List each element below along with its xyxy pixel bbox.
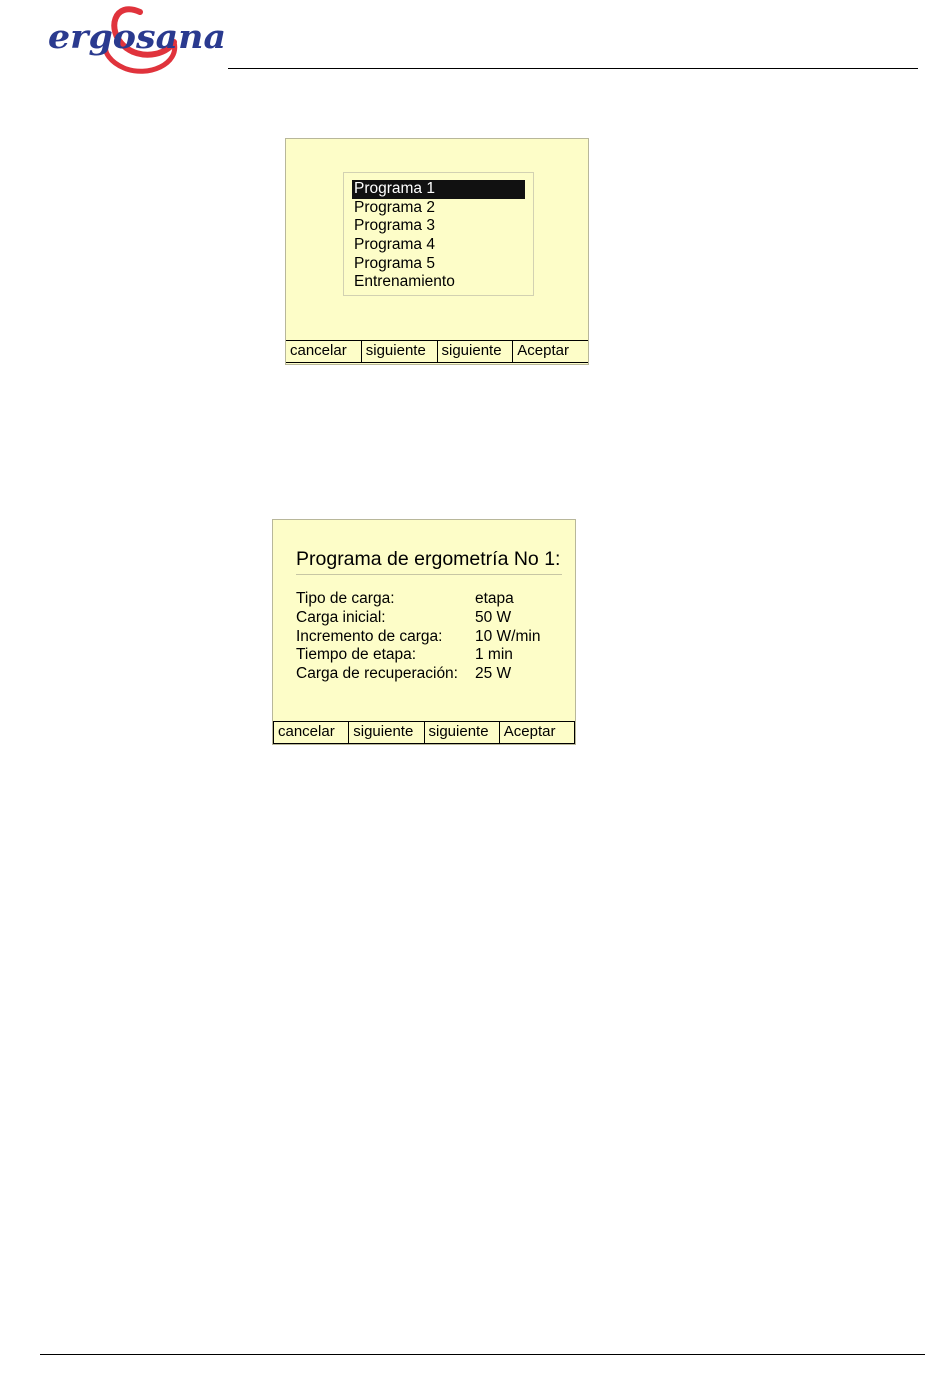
param-row-initial-load [296,609,566,628]
accept-softkey[interactable]: Aceptar [517,342,569,359]
program-title: Programa de ergometría No 1: [296,548,561,570]
cancel-softkey[interactable]: cancelar [286,341,362,362]
next-softkey-1[interactable]: siguiente [349,722,424,743]
param-label: Carga de recuperación: [296,665,458,683]
param-value: etapa [475,590,514,607]
title-underline [296,574,562,575]
program-menu-list [352,180,525,292]
param-row-stage-time [296,646,566,665]
menu-item-programa-2[interactable]: Programa 2 [354,198,435,216]
program-detail-screen [272,519,576,745]
header-divider [228,68,918,69]
param-value: 25 W [475,665,512,683]
menu-item-programa-5[interactable]: Programa 5 [354,254,435,272]
param-value: 1 min [475,646,513,664]
menu-item-programa-3[interactable]: Programa 3 [354,217,435,235]
menu-item-programa-4[interactable]: Programa 4 [354,236,435,254]
param-label: Tipo de carga: [296,590,395,607]
param-row-load-type [296,590,566,609]
next-softkey-1[interactable]: siguiente [362,341,438,362]
logo-text: ergosana [48,17,226,56]
param-label: Incremento de carga: [296,627,443,645]
param-value: 50 W [475,608,512,626]
param-value: 10 W/min [475,627,541,645]
footer-divider [40,1354,925,1355]
next-softkey-2[interactable]: siguiente [425,722,500,743]
param-row-recovery-load [296,665,566,684]
program-menu-box [343,172,534,296]
program-parameters [296,590,566,684]
param-label: Tiempo de etapa: [296,646,417,664]
next-softkey-2[interactable]: siguiente [438,341,514,362]
accept-softkey[interactable]: Aceptar [503,723,556,740]
param-row-load-increment [296,628,566,647]
program-menu-screen [285,138,589,365]
menu-item-programa-1[interactable]: Programa 1 [352,180,525,199]
logo-graphic [44,2,234,78]
param-label: Carga inicial: [296,608,386,626]
menu-item-entrenamiento[interactable]: Entrenamiento [354,273,455,291]
softkey-bar [273,721,575,744]
ergosana-logo [44,2,234,78]
cancel-softkey[interactable]: cancelar [274,722,349,743]
softkey-bar [286,340,588,363]
